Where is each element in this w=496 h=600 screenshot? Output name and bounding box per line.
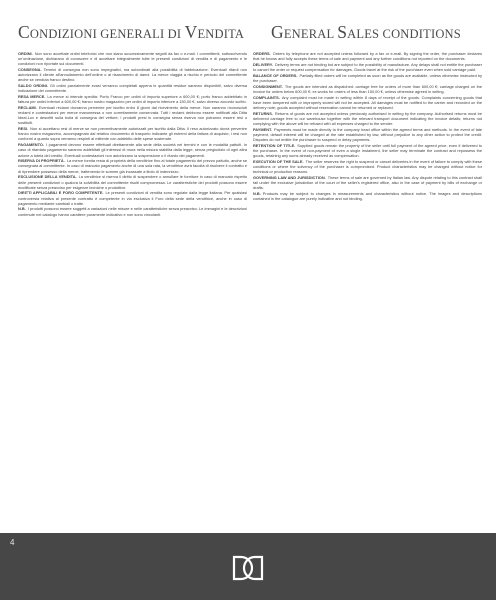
clause-heading: EXECUTION OF THE SALE. [253, 158, 304, 164]
clause [253, 127, 482, 142]
clause [18, 94, 247, 104]
clause-text: Payments must be made directly to the company head office within the agreed terms and methods. In the event of late payment, default interest will be charged at the rate established by law, without prejudice to any other action to protect the credit. Disputes do not entitle the purchaser to suspend or delay payments. [253, 126, 482, 143]
clause [18, 51, 247, 66]
clause-text: Orders by telephone are not accepted unless followed by a fax or e-mail. By signing the order, the purchaser declares that he knows and fully accepts these terms of sale and payment and any further conditions not reported on the documents. [253, 51, 482, 62]
page-title-english [271, 22, 461, 43]
page-number: 4 [10, 538, 15, 547]
clause [253, 191, 482, 201]
clause [253, 111, 482, 126]
clause-text: Any complaint must be made in writing within 8 days of receipt of the goods. Complaints concerning goods that have been tampered with or improperly stored will not be accepted. All damages must be notified to the carrier and recorded on the delivery note; goods accepted without reservation cannot be returned or replaced. [253, 94, 482, 110]
clause-heading: RETENTION OF TITLE. [253, 142, 296, 148]
clause-heading: RESI. [18, 126, 29, 132]
clause-heading: CONSIGNMENT. [253, 83, 283, 89]
page-title-italian [18, 22, 244, 43]
clause-heading: ORDERS. [253, 51, 271, 56]
clause-heading: RECLAMI. [18, 104, 37, 110]
clause [18, 142, 247, 157]
title-it-middle: GENERALI DI [96, 27, 185, 41]
clause-heading: RISERVA DI PROPRIETÀ. [18, 158, 65, 164]
clause-heading: RETURNS. [253, 110, 273, 116]
clause-heading: SALDO ORDINI. [18, 83, 48, 89]
clause-text: Supplied goods remain the property of the seller until full payment of the agreed price, even if delivered to the purchaser. In the event of non-payment of even a single instalment, the seller may terminate the contract and repossess the goods, retaining any sums already received as compensation. [253, 142, 482, 159]
title-it-initial-1: C [18, 22, 30, 42]
clause [253, 73, 482, 83]
clause-text: I prodotti possono essere soggetti a variazioni nelle misure e nelle caratteristiche senza preavviso. Le immagini e le descrizioni contenute nel catalogo hanno carattere puramente indicativo e non sono vincolanti. [18, 206, 247, 217]
clause-heading: CONSEGNA. [18, 67, 42, 73]
italian-terms-column [18, 51, 247, 521]
clause-text: These terms of sale are governed by Italian law. Any dispute relating to this contract shall fall under the exclusive jurisdiction of the court of the seller's registered office, also in the case of payment by bills of exchange or drafts. [253, 174, 482, 191]
clause-text: Le presenti condizioni di vendita sono regolate dalla legge italiana. Per qualsiasi controversia relativa al presente contratto è competente in via esclusiva il Foro della sede della venditrice, anche in caso di pagamento mediante cambiali o tratte. [18, 190, 247, 206]
clause-text: Non sono accettate ordini telefonici che non siano successivamente seguiti da fax o e-mail. I committenti, sottoscrivendo un'ordinazione, dichiarano di conoscere e di accettare integralmente tutte le presenti condizioni di vendita e di pagamento e le condizioni non riportate sui documenti. [18, 51, 247, 67]
clause [253, 84, 482, 94]
clause [18, 190, 247, 205]
clause [253, 95, 482, 110]
clause-text: I pagamenti devono essere effettuati direttamente alla sede della società nei termini e con le modalità pattuiti. In caso di ritardato pagamento saranno addebitati gli interessi di mora nella misura stabilita dalla legge, senza pregiudizio di ogni altra azione a tutela del credito. Eventuali contestazioni non autorizzano la sospensione o il ritardo dei pagamenti. [18, 142, 247, 158]
clause [18, 83, 247, 93]
clause-text: La merce si intende spedita: Porto Franco per ordini di importo superiore a 600,00 €; porto franco addebitato in fattura per ordini inferiori a 600,00 €; franco nostro magazzino per ordini di importo inferiore a 150,00 €, salvo diverso accordo scritto. [18, 94, 247, 105]
clause [253, 175, 482, 190]
clause-heading: DIRITTI APPLICABILI E FORO COMPETENTE. [18, 190, 104, 196]
clause-text: Gli ordini parzialmente evasi verranno completati appena le quantità residue saranno disponibili, salvo diversa indicazione del committente. [18, 83, 247, 94]
clause-text: Eventuali reclami dovranno pervenire per iscritto entro 8 giorni dal ricevimento della merce. Non saranno riconosciuti reclami e contestazioni per merce manomessa o non correttamente conservata. Tutti i reclami debbono essere notificati alla Ditta Ideal-Lux e descritti sulla bolla di consegna del vettore; i prodotti presi in consegna senza riserva non potranno essere resi o sostituiti. [18, 104, 247, 126]
clause [253, 51, 482, 61]
clause [253, 143, 482, 158]
header [18, 22, 486, 42]
clause-heading: PAGAMENTO. [18, 142, 45, 148]
title-en-word-3: CONDITIONS [379, 27, 461, 41]
clause-heading: N.B. [18, 206, 26, 212]
clause-heading: DELIVERY. [253, 61, 273, 67]
clause-text: The seller reserves the right to suspend or cancel deliveries in the event of failure to comply with these conditions or where the solvency of the purchaser is compromised. Product characteristics may be changed without notice for technical or production reasons. [253, 158, 482, 175]
clause-heading: N.B. [253, 191, 261, 196]
clause-heading: BALANCE OF ORDERS. [253, 72, 298, 78]
clause-text: Partially filled orders will be completed as soon as the goods are available, unless otherwise instructed by the purchaser. [253, 72, 482, 83]
brand-logo-icon [232, 555, 264, 581]
clause [18, 126, 247, 141]
title-en-initial-1: G [271, 22, 284, 42]
clause [18, 158, 247, 173]
title-en-word-1: ENERAL [283, 27, 334, 41]
clause-heading: COMPLAINTS. [253, 94, 280, 100]
clause-text: Returns of goods are not accepted unless previously authorised in writing by the company. Authorised returns must be delivered carriage free to our warehouse together with the relevant transport document indicating the invoice details; returns not complying with the above will be refused with all expenses charged to the sender. [253, 110, 482, 126]
clause-heading: ESCLUSIONE DELLA VENDITA. [18, 174, 77, 180]
title-it-initial-2: V [184, 22, 198, 42]
clause [18, 105, 247, 126]
clause-text: La merce fornita resta di proprietà della venditrice fino al totale pagamento del prezzo pattuito, anche se consegnata al committente. In caso di mancato pagamento anche di una sola rata, la venditrice avrà facoltà di risolvere il contratto e di riprendere possesso della merce, trattenendo le somme già incassate a titolo di indennizzo. [18, 158, 247, 174]
clause-heading: RESA MERCE. [18, 94, 46, 100]
clause-text: Termini di consegna non sono impegnativi, ma subordinati alla possibilità di fabbricazione. Eventuali ritardi non autorizzano il cliente all'annullamento dell'ordine o al risarcimento di danni. La merce viaggia a rischio e pericolo del committente anche se venduta franco destino. [18, 67, 247, 83]
clause-heading: PAYMENT. [253, 126, 273, 132]
title-it-word-2: ENDITA [197, 27, 245, 41]
clause [18, 174, 247, 189]
clause [253, 62, 482, 72]
clause-text: Products may be subject to changes in measurements and characteristics without notice. The images and descriptions contained in the catalogue are purely indicative and not binding. [253, 191, 482, 202]
clause [18, 67, 247, 82]
clause [18, 206, 247, 216]
english-terms-column [253, 51, 482, 521]
clause-text: Non si accettano resi di merce se non preventivamente autorizzati per iscritto dalla Ditta. Il reso autorizzato dovrà pervenire franco nostro magazzino, accompagnato dal relativo documento di trasporto indicante gli estremi della fattura di acquisto; i resi non conformi a quanto sopra verranno respinti al mittente con addebito delle spese sostenute. [18, 126, 247, 142]
title-it-word-1: ONDIZIONI [29, 27, 97, 41]
clause-heading: GOVERNING LAW AND JURISDICTION. [253, 174, 326, 180]
clause-text: La venditrice si riserva il diritto di sospendere o annullare le forniture in caso di mancato rispetto delle presenti condizioni o qualora la solvibilità del committente risulti compromessa. Le caratteristiche dei prodotti possono essere modificate senza preavviso per esigenze tecniche o produttive. [18, 174, 247, 190]
clause-heading: ORDINI. [18, 51, 33, 56]
clause-text: Delivery terms are not binding but are subject to the possibility of manufacture. Any delays shall not entitle the purchaser to cancel the order or request compensation for damages. Goods travel at the risk of the purchaser even when sold carriage paid. [253, 61, 482, 73]
clause-text: The goods are intended as dispatched: carriage free for orders of more than 600,00 €; carriage charged on the invoice for orders below 600,00 €; ex works for orders of less than 150,00 €, unless otherwise agreed in writing. [253, 83, 482, 94]
title-en-initial-2: S [337, 22, 348, 42]
title-en-word-2: ALES [347, 27, 380, 41]
clause [253, 159, 482, 174]
